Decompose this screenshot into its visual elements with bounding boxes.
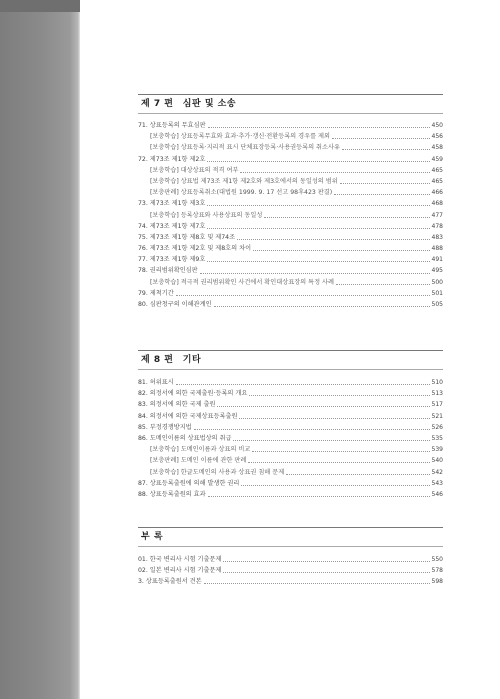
entry-label: [보충학습] 도메인이름과 상표의 비교 (150, 446, 251, 454)
toc-entry[interactable] (138, 478, 443, 489)
entry-page: 542 (431, 468, 443, 476)
toc-entry[interactable] (138, 154, 443, 165)
section-title: 기타 (182, 355, 202, 365)
leader-dots (223, 557, 429, 562)
entry-page: 500 (431, 278, 443, 286)
entry-page: 526 (431, 423, 443, 431)
entry-page: 468 (431, 200, 443, 208)
leader-dots (286, 470, 429, 475)
entry-label: 88. 상표등록출원의 효과 (138, 490, 206, 498)
entry-label: [보충학습] 상표등록무효와 효과·추가·갱신·전환등록의 경우를 제외 (150, 133, 330, 141)
header-rule-top (138, 94, 443, 95)
leader-dots (240, 168, 429, 173)
side-bar (0, 0, 80, 699)
entry-page: 459 (431, 155, 443, 163)
entry-page: 495 (431, 267, 443, 275)
entry-page: 488 (431, 245, 443, 253)
leader-dots (214, 302, 430, 307)
leader-dots (217, 402, 429, 407)
section-8-header (138, 350, 443, 370)
toc-entry[interactable] (138, 455, 443, 466)
toc-entry[interactable] (138, 388, 443, 399)
entry-label: 72. 제73조 제1항 제2호 (138, 155, 206, 163)
section-appendix (138, 527, 443, 588)
entry-page: 501 (431, 289, 443, 297)
entry-label: 76. 제73조 제1항 제2호 및 제8호의 차이 (138, 245, 252, 253)
leader-dots (223, 568, 429, 573)
entry-page: 543 (431, 479, 443, 487)
entry-page: 450 (431, 122, 443, 129)
leader-dots (207, 257, 429, 262)
entry-page: 539 (431, 446, 443, 454)
toc-entry[interactable] (138, 411, 443, 422)
entry-page: 478 (431, 222, 443, 230)
entry-page: 505 (431, 301, 443, 308)
toc-entry[interactable] (138, 444, 443, 455)
entry-label: 3. 상표등록출원서 견본 (138, 578, 202, 586)
toc-entry[interactable] (138, 187, 443, 198)
entry-label: 85. 부정경쟁방지법 (138, 423, 192, 431)
appendix-list (138, 554, 443, 588)
entry-label: 74. 제73조 제1항 제7호 (138, 222, 206, 230)
leader-dots (208, 492, 430, 497)
section-title: 심판 및 소송 (182, 99, 237, 109)
leader-dots (237, 235, 429, 240)
toc-entry[interactable] (138, 399, 443, 410)
entry-page: 578 (431, 567, 443, 575)
leader-dots (204, 579, 430, 584)
toc-entry[interactable] (138, 433, 443, 444)
entry-label: [보충학습] 대상상표의 적격 여부 (150, 166, 239, 174)
leader-dots (239, 414, 429, 419)
section-7 (138, 94, 443, 310)
toc-entry[interactable] (138, 565, 443, 576)
header-rule-bottom (138, 546, 443, 547)
section-number: 제 7 편 (141, 99, 174, 109)
entry-page: 483 (431, 233, 443, 241)
leader-dots (336, 280, 430, 285)
leader-dots (342, 145, 430, 150)
section-8 (138, 350, 443, 500)
entry-page: 510 (431, 379, 443, 386)
toc-entry[interactable] (138, 131, 443, 142)
leader-dots (241, 481, 429, 486)
toc-entry[interactable] (138, 243, 443, 254)
appendix-header (138, 527, 443, 547)
toc-entry[interactable] (138, 489, 443, 500)
leader-dots (207, 201, 429, 206)
entry-label: [보충학습] 상표법 제73조 제1항 제2호와 제3호에서의 동일성의 범위 (150, 177, 338, 185)
section-number: 부 록 (141, 532, 164, 542)
leader-dots (176, 380, 430, 385)
toc-entry[interactable] (138, 176, 443, 187)
entry-page: 535 (431, 434, 443, 442)
entry-label: 75. 제73조 제1항 제8호 및 제74조 (138, 233, 236, 241)
entry-page: 546 (431, 490, 443, 498)
entry-page: 465 (431, 166, 443, 174)
entry-page: 465 (431, 177, 443, 185)
entry-page: 598 (431, 578, 443, 586)
toc-entry[interactable] (138, 165, 443, 176)
leader-dots (264, 213, 429, 218)
toc-entry[interactable] (138, 277, 443, 288)
leader-dots (253, 246, 429, 251)
leader-dots (334, 190, 429, 195)
entry-page: 456 (431, 133, 443, 141)
section-7-header (138, 94, 443, 114)
entry-label: 01. 한국 변리사 시험 기출문제 (138, 556, 222, 563)
entry-label: 87. 상표등록출원에 의해 발생한 권리 (138, 479, 240, 487)
toc-entry[interactable] (138, 467, 443, 478)
leader-dots (176, 291, 430, 296)
toc-entry[interactable] (138, 210, 443, 221)
entry-label: [보충학습] 적극적 권리범위확인 사건에서 확인대상표장의 특정 사례 (150, 278, 334, 286)
entry-page: 466 (431, 189, 443, 197)
entry-page: 521 (431, 412, 443, 420)
entry-label: 83. 의정서에 의한 국제 출원 (138, 401, 216, 409)
toc-entry[interactable] (138, 377, 443, 388)
toc-entry[interactable] (138, 198, 443, 209)
entry-label: 81. 허위표시 (138, 379, 174, 386)
section-number: 제 8 편 (141, 355, 174, 365)
toc-entry[interactable] (138, 232, 443, 243)
leader-dots (340, 179, 430, 184)
header-rule-top (138, 350, 443, 351)
entry-page: 477 (431, 211, 443, 219)
leader-dots (200, 269, 430, 274)
entry-label: [보충학습] 한글도메인의 사용과 상표권 침해 문제 (150, 468, 285, 476)
entry-label: 02. 일본 변리사 시험 기출문제 (138, 567, 222, 575)
entry-label: 79. 제척기간 (138, 289, 174, 297)
toc-entry[interactable] (138, 142, 443, 153)
leader-dots (248, 458, 429, 463)
entry-label: 73. 제73조 제1항 제3호 (138, 200, 206, 208)
entry-label: 80. 심판청구의 이해관계인 (138, 301, 212, 308)
entry-page: 540 (431, 457, 443, 465)
entry-label: [보충학습] 등록상표와 사용상표의 동일성 (150, 211, 263, 219)
entry-label: 77. 제73조 제1항 제9호 (138, 256, 206, 264)
leader-dots (233, 436, 429, 441)
entry-label: 86. 도메인이름의 상표법상의 취급 (138, 434, 232, 442)
leader-dots (332, 134, 430, 139)
leader-dots (194, 425, 430, 430)
entry-label: [보충판례] 상표등록취소(대법원 1999. 9. 17 선고 98후423 판결) (150, 189, 333, 197)
entry-page: 517 (431, 401, 443, 409)
leader-dots (252, 447, 429, 452)
toc-entry[interactable] (138, 299, 443, 310)
section-8-list (138, 377, 443, 500)
section-7-list (138, 120, 443, 310)
toc-entry[interactable] (138, 221, 443, 232)
toc-entry[interactable] (138, 120, 443, 131)
entry-label: 82. 의정서에 의한 국제출원·등록의 개요 (138, 390, 248, 398)
toc-entry[interactable] (138, 254, 443, 265)
entry-label: 78. 권리범위확인심판 (138, 267, 198, 275)
header-rule-top (138, 527, 443, 528)
leader-dots (208, 123, 430, 128)
leader-dots (207, 224, 429, 229)
entry-label: [보충판례] 도메인 이름에 관한 판례 (150, 457, 247, 465)
toc-entry[interactable] (138, 265, 443, 276)
toc-entry[interactable] (138, 576, 443, 587)
entry-page: 458 (431, 144, 443, 152)
header-rule-bottom (138, 113, 443, 114)
entry-label: [보충학습] 상표등록·지리적 표시 단체표장등록·사용권등록의 취소사유 (150, 144, 340, 152)
entry-label: 84. 의정서에 의한 국제상표등록출원 (138, 412, 238, 420)
leader-dots (207, 157, 429, 162)
side-bar-shade (0, 0, 80, 12)
header-rule-bottom (138, 369, 443, 370)
toc-entry[interactable] (138, 288, 443, 299)
leader-dots (249, 391, 429, 396)
entry-label: 71. 상표등록의 무효심판 (138, 122, 206, 129)
entry-page: 550 (431, 556, 443, 563)
toc-entry[interactable] (138, 554, 443, 565)
entry-page: 513 (431, 390, 443, 398)
entry-page: 491 (431, 256, 443, 264)
toc-entry[interactable] (138, 422, 443, 433)
